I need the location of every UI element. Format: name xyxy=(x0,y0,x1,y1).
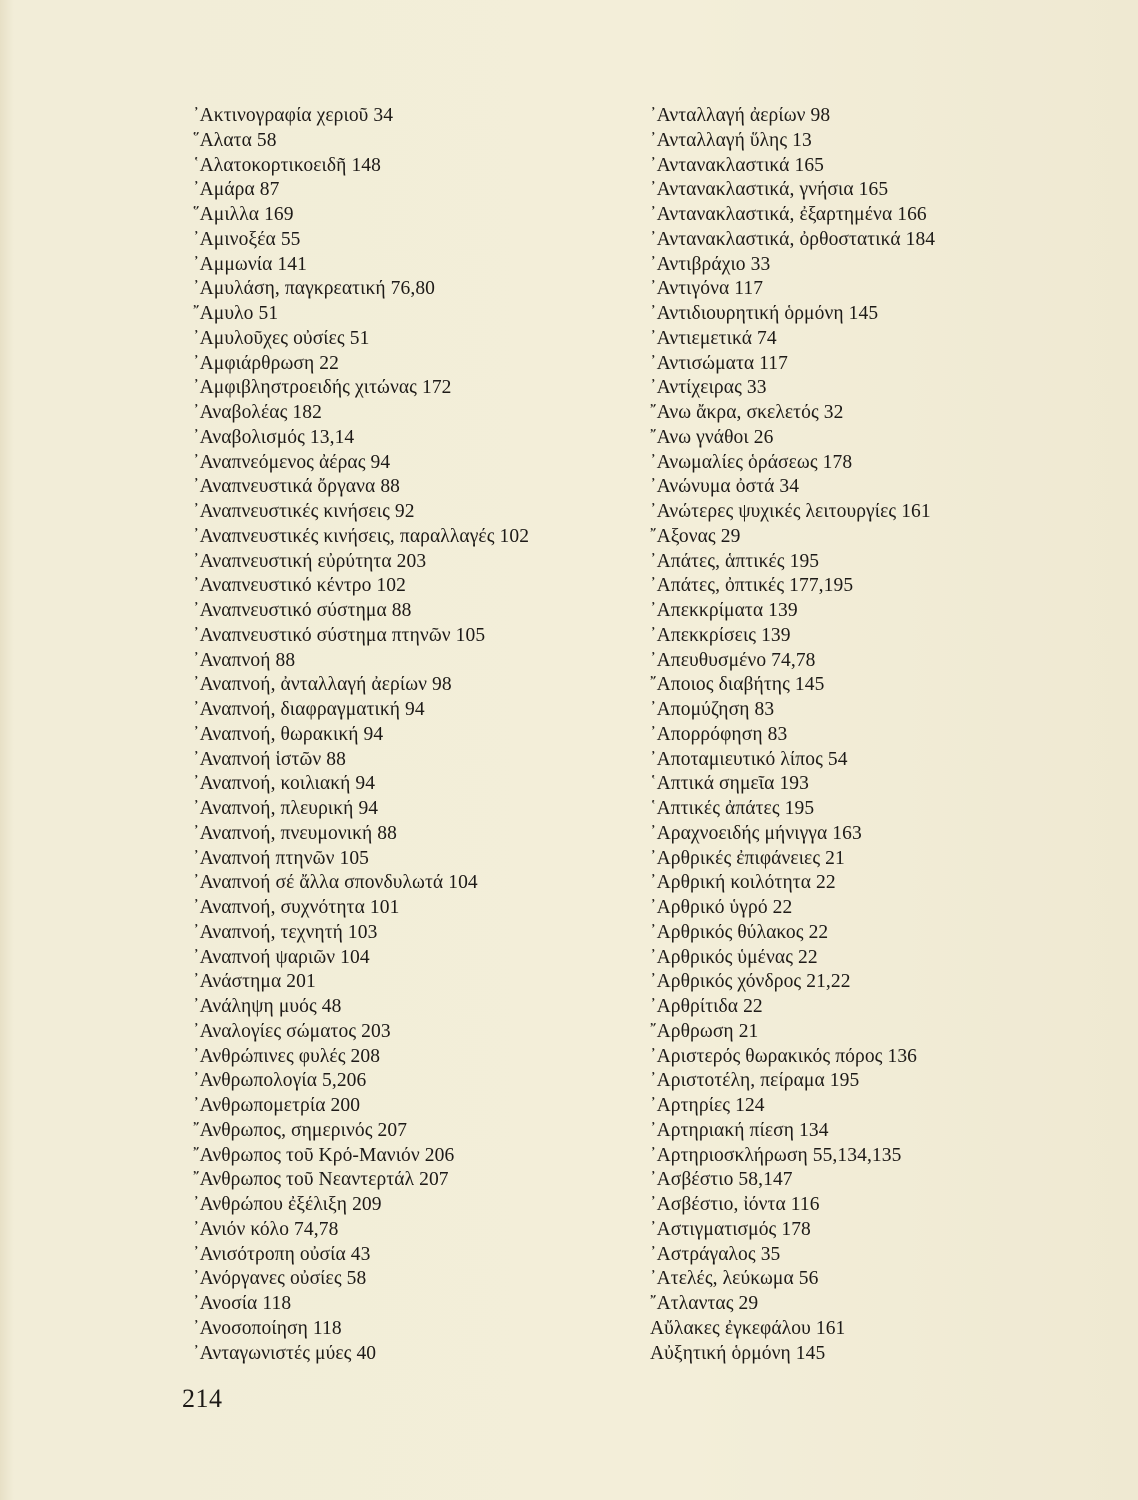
index-entry: ῎Αρθρωση 21 xyxy=(650,1020,759,1042)
index-entry: Αὔλακες ἐγκεφάλου 161 xyxy=(650,1317,846,1339)
index-entry: ᾿Αριστερός θωρακικός πόρος 136 xyxy=(650,1045,918,1067)
index-entry: ῎Αμυλο 51 xyxy=(193,303,279,324)
index-entry: ᾿Αμάρα 87 xyxy=(193,179,280,201)
index-entry: ᾿Αναπνευστικό κέντρο 102 xyxy=(193,575,406,597)
index-entry: ᾿Αναπνοή, κοιλιακή 94 xyxy=(193,773,376,795)
index-entry: ᾿Αντισώματα 117 xyxy=(650,352,788,374)
index-entry: ᾿Αρθρικό ὑγρό 22 xyxy=(650,897,793,918)
index-column-right xyxy=(650,104,1100,1366)
index-entry: ᾿Αρτηριακή πίεση 134 xyxy=(650,1119,829,1141)
index-entry: ᾿Αριστοτέλη, πείραμα 195 xyxy=(650,1070,860,1092)
index-entry: ᾿Αναπνοή, ἀνταλλαγή ἀερίων 98 xyxy=(193,674,452,696)
index-entry: ᾿Αναβολέας 182 xyxy=(193,402,322,423)
index-entry: ᾿Αστράγαλος 35 xyxy=(650,1243,781,1265)
index-entry: ᾿Αρθρικός χόνδρος 21,22 xyxy=(650,971,851,993)
index-entry: ᾿Αναπνευστικές κινήσεις 92 xyxy=(193,501,415,522)
index-entry: ᾿Απάτες, ἁπτικές 195 xyxy=(650,550,820,572)
index-entry: ᾿Αναπνοή, πλευρική 94 xyxy=(193,798,379,819)
index-entry: ῎Ανω γνάθοι 26 xyxy=(650,426,774,448)
index-entry: ᾿Αναπνεόμενος ἀέρας 94 xyxy=(193,451,391,473)
index-entry: ᾿Αντανακλαστικά 165 xyxy=(650,154,825,176)
index-entry: ᾿Αναλογίες σώματος 203 xyxy=(193,1020,391,1042)
index-entry: ᾿Αναπνευστικό σύστημα 88 xyxy=(193,600,412,621)
index-entry: ᾿Ασβέστιο, ἰόντα 116 xyxy=(650,1194,820,1215)
index-entry: ῎Ατλαντας 29 xyxy=(650,1293,759,1314)
index-entry: Αὐξητική ὁρμόνη 145 xyxy=(650,1342,826,1364)
index-entry: ᾿Αναπνευστικά ὄργανα 88 xyxy=(193,476,401,498)
page-number: 214 xyxy=(182,1384,223,1413)
index-column-left xyxy=(193,104,623,1366)
index-entry: ᾿Ανωμαλίες ὁράσεως 178 xyxy=(650,451,853,473)
index-entry: ᾿Απευθυσμένο 74,78 xyxy=(650,649,816,671)
index-entry: ᾿Αντιδιουρητική ὁρμόνη 145 xyxy=(650,303,879,324)
index-entry: ᾿Ανισότροπη οὐσία 43 xyxy=(193,1243,371,1265)
index-entry: ᾿Ασβέστιο 58,147 xyxy=(650,1169,793,1191)
index-entry: ᾿Απεκκρίσεις 139 xyxy=(650,624,791,646)
index-entry: ῾Απτικά σημεῖα 193 xyxy=(650,773,809,795)
index-entry: ᾿Αναπνοή, διαφραγματική 94 xyxy=(193,699,425,720)
index-entry: ῞Αμιλλα 169 xyxy=(193,204,294,225)
index-entry: ᾿Αναπνοή ψαριῶν 104 xyxy=(193,946,370,968)
index-entry: ᾿Ανοσοποίηση 118 xyxy=(193,1317,342,1339)
index-entry: ᾿Ατελές, λεύκωμα 56 xyxy=(650,1268,819,1290)
index-entry: ᾿Αναπνευστικό σύστημα πτηνῶν 105 xyxy=(193,624,486,646)
index-entry: ᾿Ανάληψη μυός 48 xyxy=(193,996,342,1017)
index-entry: ᾿Αμινοξέα 55 xyxy=(193,228,301,250)
index-entry: ᾿Αμυλάση, παγκρεατική 76,80 xyxy=(193,278,436,300)
index-entry: ᾿Ανώτερες ψυχικές λειτουργίες 161 xyxy=(650,501,931,522)
index-entry: ᾿Ανάστημα 201 xyxy=(193,971,316,993)
index-entry: ᾿Ανθρώπου ἐξέλιξη 209 xyxy=(193,1194,382,1215)
index-entry: ῎Ανθρωπος τοῦ Κρό-Μανιόν 206 xyxy=(193,1144,455,1166)
index-entry: ᾿Αποταμιευτικό λίπος 54 xyxy=(650,748,848,770)
index-entry: ᾿Ανταλλαγή ἀερίων 98 xyxy=(650,105,831,126)
index-entry: ᾿Αναπνοή ἱστῶν 88 xyxy=(193,748,346,770)
index-entry: ᾿Αντανακλαστικά, γνήσια 165 xyxy=(650,179,889,201)
index-entry: ᾿Αμμωνία 141 xyxy=(193,253,307,275)
index-entry: ᾿Αναπνοή σέ ἄλλα σπονδυλωτά 104 xyxy=(193,872,478,894)
index-entry: ᾿Ανοσία 118 xyxy=(193,1293,292,1314)
index-entry: ᾿Αρτηριοσκλήρωση 55,134,135 xyxy=(650,1144,902,1166)
index-entry: ᾿Απομύζηση 83 xyxy=(650,699,775,720)
index-entry: ᾿Αστιγματισμός 178 xyxy=(650,1218,811,1240)
index-entry: ᾿Αναπνευστική εὐρύτητα 203 xyxy=(193,550,427,572)
index-entry: ᾿Αρτηρίες 124 xyxy=(650,1095,765,1116)
index-entry: ᾿Αναπνοή 88 xyxy=(193,649,296,671)
index-entry: ᾿Αραχνοειδής μήνιγγα 163 xyxy=(650,822,862,844)
index-entry: ῎Αποιος διαβήτης 145 xyxy=(650,674,825,696)
index-entry: ῎Ανθρωπος, σημερινός 207 xyxy=(193,1119,408,1141)
index-entry: ᾿Αναπνευστικές κινήσεις, παραλλαγές 102 xyxy=(193,525,530,547)
index-entry: ᾿Αρθρίτιδα 22 xyxy=(650,996,763,1017)
index-entry: ᾿Ανιόν κόλο 74,78 xyxy=(193,1218,339,1240)
index-entry: ῾Αλατοκορτικοειδῆ 148 xyxy=(193,154,381,176)
index-entry: ῎Ανθρωπος τοῦ Νεαντερτάλ 207 xyxy=(193,1169,449,1191)
index-entry: ᾿Αναπνοή πτηνῶν 105 xyxy=(193,847,370,869)
index-entry: ᾿Απορρόφηση 83 xyxy=(650,723,788,745)
index-entry: ᾿Αναπνοή, πνευμονική 88 xyxy=(193,822,397,844)
index-entry: ᾿Ανόργανες οὐσίες 58 xyxy=(193,1268,367,1290)
index-entry: ᾿Αρθρικές ἐπιφάνειες 21 xyxy=(650,847,845,869)
index-entry: ᾿Αναπνοή, τεχνητή 103 xyxy=(193,921,378,943)
index-entry: ῞Αλατα 58 xyxy=(193,129,277,151)
index-entry: ᾿Ανώνυμα ὀστά 34 xyxy=(650,476,800,498)
index-entry: ῾Απτικές ἀπάτες 195 xyxy=(650,798,815,819)
index-entry: ᾿Αρθρικός ὑμένας 22 xyxy=(650,946,818,968)
index-entry: ᾿Αντανακλαστικά, ἐξαρτημένα 166 xyxy=(650,204,927,225)
index-entry: ᾿Αναπνοή, συχνότητα 101 xyxy=(193,897,400,918)
index-entry: ᾿Ανταγωνιστές μύες 40 xyxy=(193,1342,377,1364)
index-entry: ᾿Ανθρώπινες φυλές 208 xyxy=(193,1045,381,1067)
index-entry: ᾿Ανταλλαγή ὕλης 13 xyxy=(650,129,812,151)
index-entry: ᾿Αρθρική κοιλότητα 22 xyxy=(650,872,836,894)
index-entry: ῎Ανω ἄκρα, σκελετός 32 xyxy=(650,402,844,423)
index-entry: ᾿Αναβολισμός 13,14 xyxy=(193,426,355,448)
index-entry: ᾿Απεκκρίματα 139 xyxy=(650,600,798,621)
index-entry: ᾿Αντιεμετικά 74 xyxy=(650,327,777,349)
index-entry: ᾿Αντιβράχιο 33 xyxy=(650,253,771,275)
index-entry: ᾿Αντανακλαστικά, ὀρθοστατικά 184 xyxy=(650,228,936,250)
index-entry: ᾿Απάτες, ὀπτικές 177,195 xyxy=(650,575,854,597)
index-entry: ᾿Ανθρωπομετρία 200 xyxy=(193,1095,361,1116)
index-entry: ᾿Αμφιάρθρωση 22 xyxy=(193,352,339,374)
index-entry: ῎Αξονας 29 xyxy=(650,525,741,547)
index-entry: ᾿Αμυλοῦχες οὐσίες 51 xyxy=(193,327,370,349)
index-entry: ᾿Αντιγόνα 117 xyxy=(650,278,764,300)
index-entry: ᾿Αντίχειρας 33 xyxy=(650,377,767,399)
index-entry: ᾿Αναπνοή, θωρακική 94 xyxy=(193,723,384,745)
index-entry: ᾿Ακτινογραφία χεριοῦ 34 xyxy=(193,105,394,126)
index-entry: ᾿Αμφιβληστροειδής χιτώνας 172 xyxy=(193,377,452,399)
index-entry: ᾿Αρθρικός θύλακος 22 xyxy=(650,921,829,943)
index-entry: ᾿Ανθρωπολογία 5,206 xyxy=(193,1070,367,1092)
